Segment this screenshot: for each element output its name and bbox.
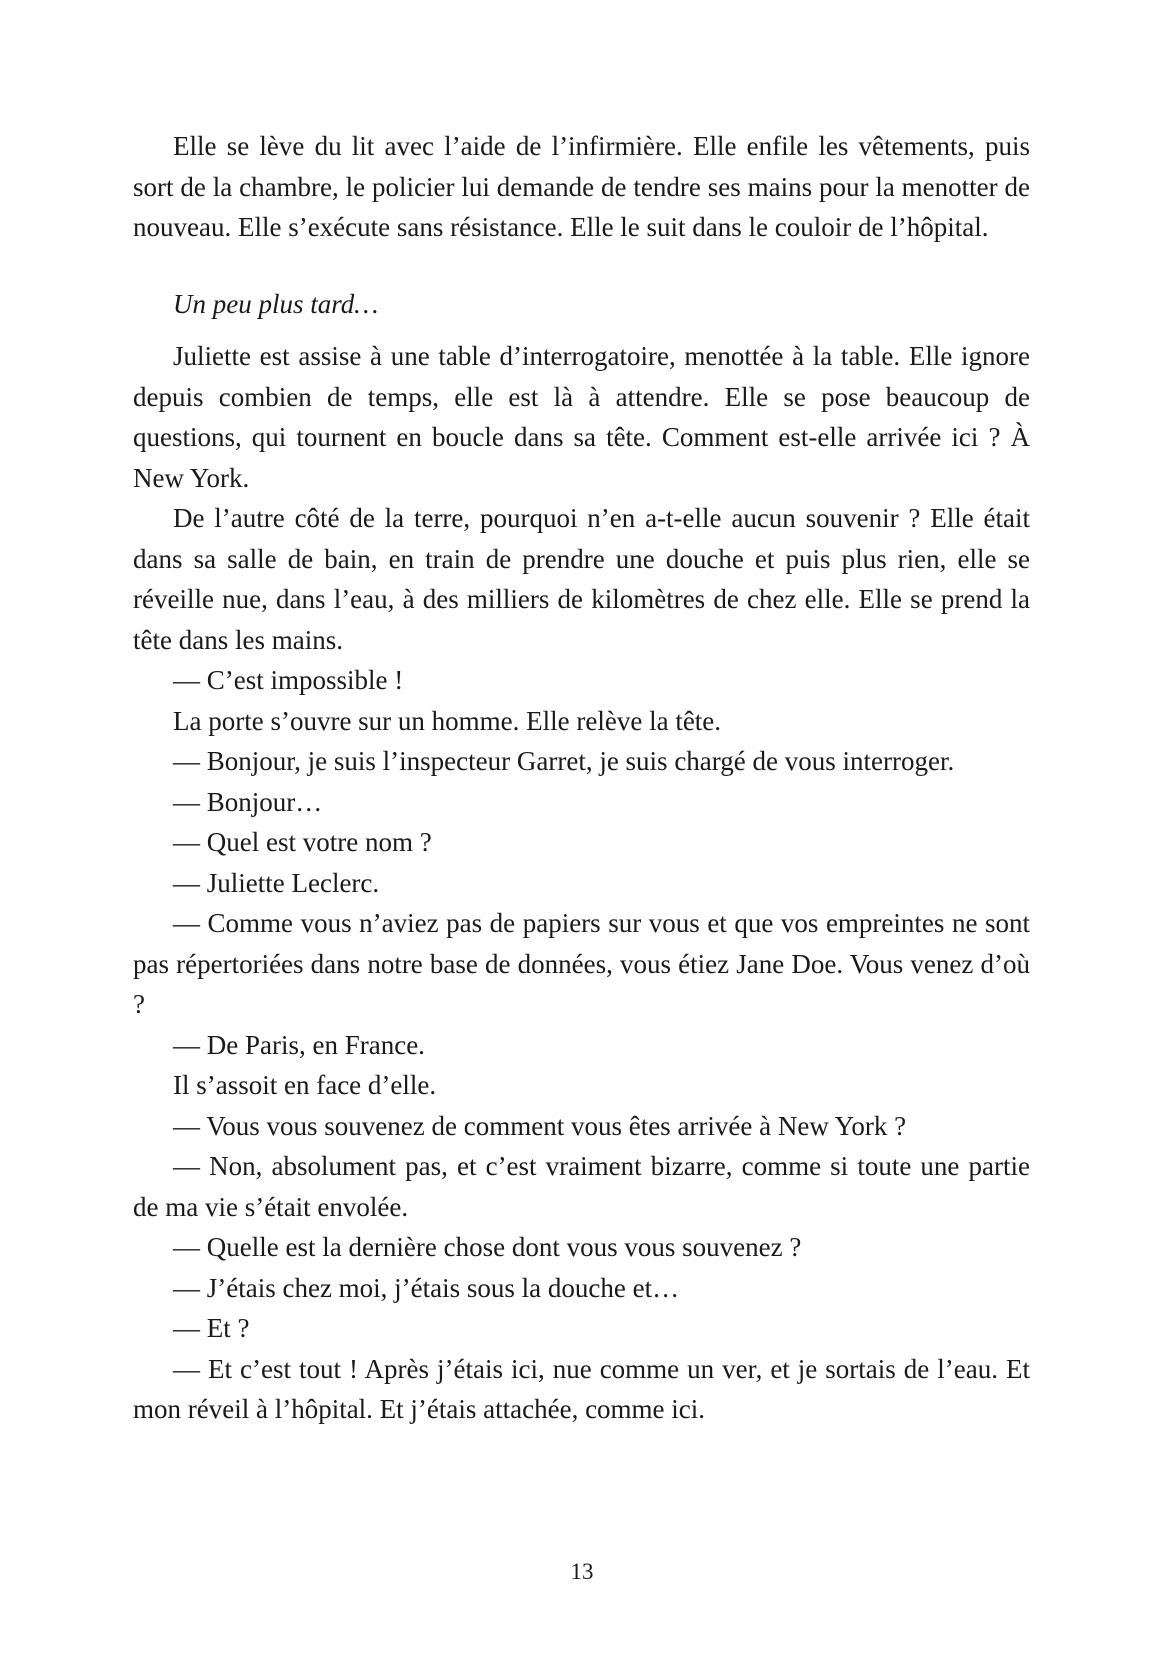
dialogue-line: — C’est impossible ! [173, 665, 404, 695]
dialogue-line: — Bonjour, je suis l’inspecteur Garret, je suis chargé de vous interroger. [173, 746, 955, 776]
dialogue-line: — Quelle est la dernière chose dont vous vous souvenez ? [173, 1232, 802, 1262]
dialogue-line: — Comme vous n’aviez pas de papiers sur vous et que vos empreintes ne sont pas répertoriées dans notre base de données, vous étiez Jane Doe. Vous venez d’où ? [133, 908, 1030, 1019]
dialogue-line: — De Paris, en France. [173, 1029, 425, 1060]
book-page-body [133, 126, 1030, 1430]
dialogue-line: — Et c’est tout ! Après j’étais ici, nue comme un ver, et je sortais de l’eau. Et mon réveil à l’hôpital. Et j’étais attachée, comme ici. [133, 1353, 1030, 1424]
dialogue-line: — Vous vous souvenez de comment vous êtes arrivée à New York ? [173, 1110, 907, 1141]
paragraph: Il s’assoit en face d’elle. [173, 1070, 437, 1100]
dialogue-line: — J’étais chez moi, j’étais sous la douche et… [173, 1272, 680, 1303]
paragraph: La porte s’ouvre sur un homme. Elle relève la tête. [173, 705, 722, 736]
page-number: 13 [570, 1559, 594, 1584]
dialogue-line: — Et ? [173, 1313, 250, 1343]
dialogue-line: — Bonjour… [173, 786, 323, 817]
dialogue-line: — Non, absolument pas, et c’est vraiment bizarre, comme si toute une partie de ma vie s’était envolée. [133, 1151, 1030, 1222]
section-break-heading: Un peu plus tard… [173, 288, 379, 319]
paragraph: Juliette est assise à une table d’interrogatoire, menottée à la table. Elle ignore depuis combien de temps, elle est là à attendre. Elle se pose beaucoup de questions, qui tournent en boucle dans sa tête. Comment est-elle arrivée ici ? À New York. [133, 341, 1030, 493]
dialogue-line: — Quel est votre nom ? [173, 827, 432, 857]
paragraph: Elle se lève du lit avec l’aide de l’infirmière. Elle enfile les vêtements, puis sort de la chambre, le policier lui demande de tendre ses mains pour la menotter de nouveau. Elle s’exécute sans résistance. Elle le suit dans le couloir de l’hôpital. [133, 131, 1030, 242]
paragraph: De l’autre côté de la terre, pourquoi n’en a-t-elle aucun souvenir ? Elle était dans sa salle de bain, en train de prendre une douche et puis plus rien, elle se réveille nue, dans l’eau, à des milliers de kilomètres de chez elle. Elle se prend la tête dans les mains. [133, 503, 1030, 655]
dialogue-line: — Juliette Leclerc. [173, 867, 380, 898]
